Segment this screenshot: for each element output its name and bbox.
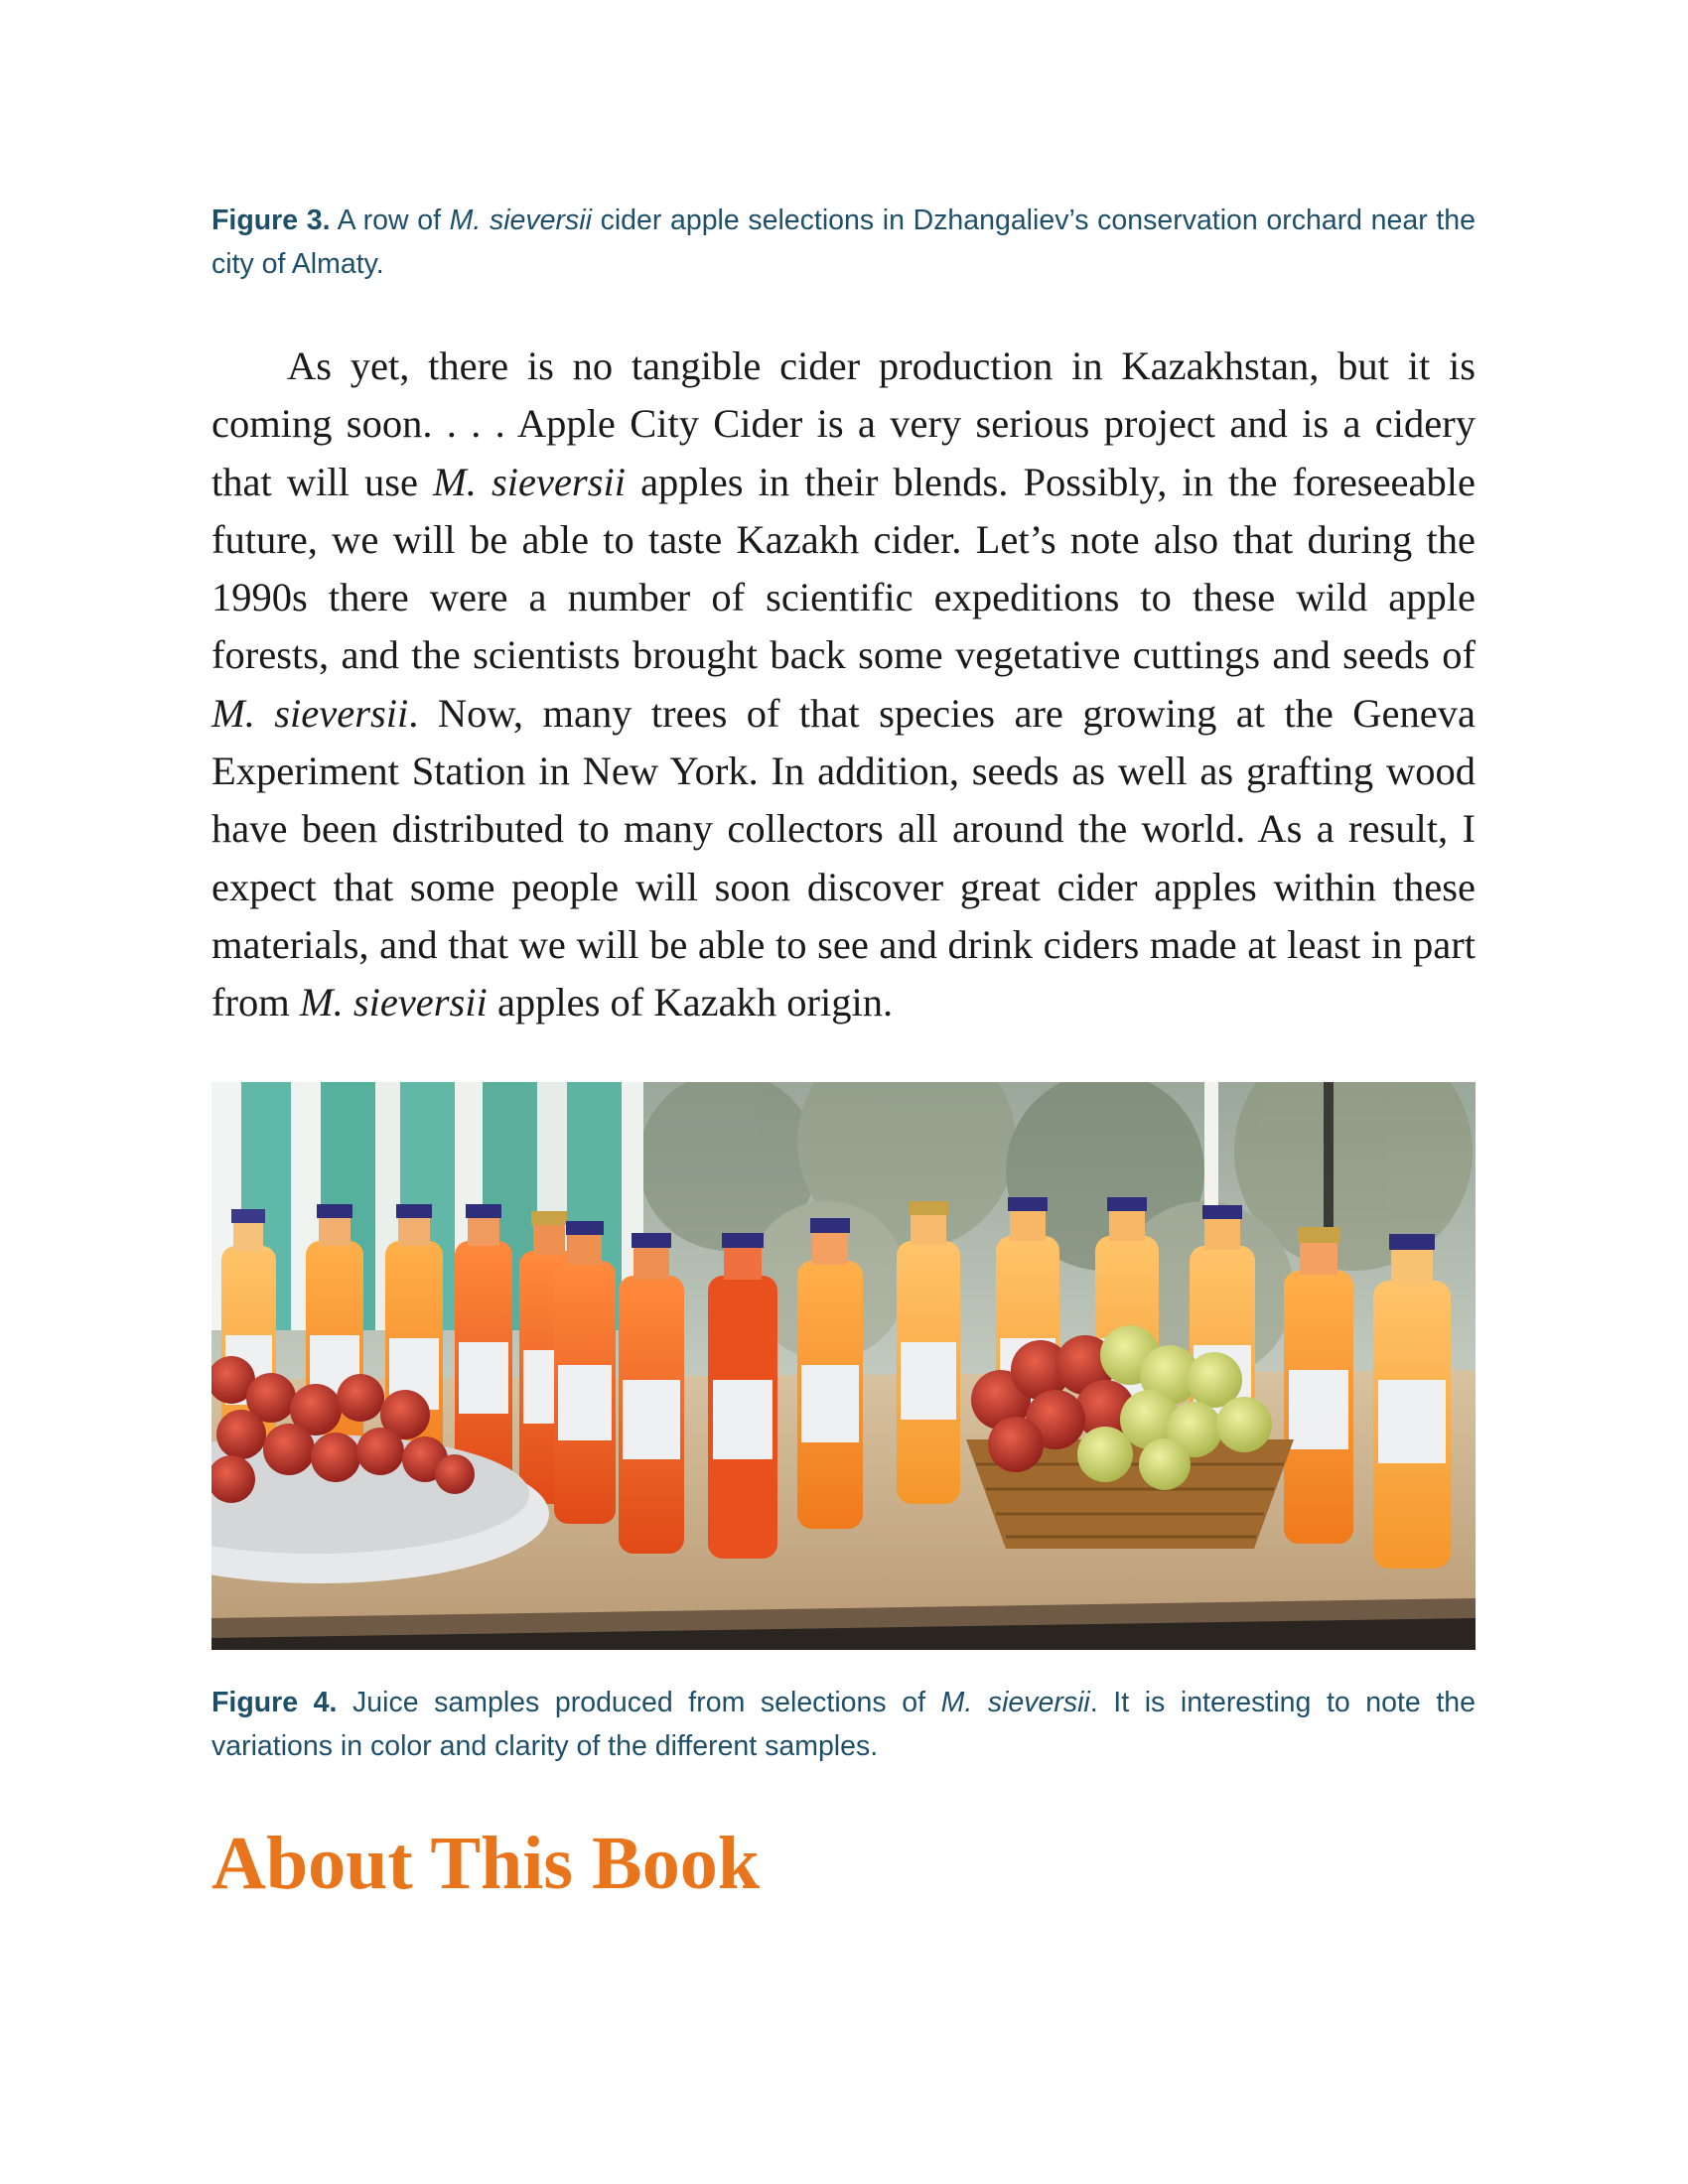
figure-3-text-before: A row of: [330, 205, 450, 236]
figure-4-species: M. sieversii: [940, 1687, 1090, 1718]
figure-4-label: Figure 4.: [211, 1687, 338, 1718]
paragraph-segment-1: As yet, there is no tangible cider production in Kazakhstan, but it is coming soon. . . . Apple City Cider is a very serious project and is a cidery that will use: [211, 343, 1476, 504]
body-paragraph: [211, 338, 1476, 1032]
figure-3-species: M. sieversii: [449, 205, 592, 236]
figure-4-text-before: Juice samples produced from selections of: [337, 1687, 941, 1718]
figure-3-text-after: cider apple selections in Dzhangaliev’s conservation orchard near the city of Almaty.: [211, 205, 1476, 280]
section-heading: About This Book: [211, 1822, 760, 1905]
paragraph-species-3: M. sieversii: [299, 980, 488, 1025]
juice-samples-photo: [211, 1082, 1476, 1650]
figure-3-label: Figure 3.: [211, 205, 331, 236]
figure-4-text-after: . It is interesting to note the variations in color and clarity of the different samples.: [211, 1687, 1476, 1762]
paragraph-segment-2: apples in their blends. Possibly, in the foreseeable future, we will be able to taste Kazakh cider. Let’s note also that during the 1990s there were a number of scientific expeditions to these wild apple forests, and the scientists brought back some vegetative cuttings and seeds of: [211, 459, 1476, 678]
paragraph-segment-3: . Now, many trees of that species are growing at the Geneva Experiment Station in New York. In addition, seeds as well as grafting wood have been distributed to many collectors all around the world. As a result, I expect that some people will soon discover great cider apples within these materials, and that we will be able to see and drink ciders made at least in part from: [211, 690, 1476, 1025]
figure-4-caption: [211, 1681, 1476, 1768]
paragraph-segment-4: apples of Kazakh origin.: [487, 980, 894, 1025]
paragraph-species-1: M. sieversii: [433, 459, 626, 504]
paragraph-species-2: M. sieversii: [211, 690, 409, 736]
figure-3-caption: [211, 199, 1476, 286]
